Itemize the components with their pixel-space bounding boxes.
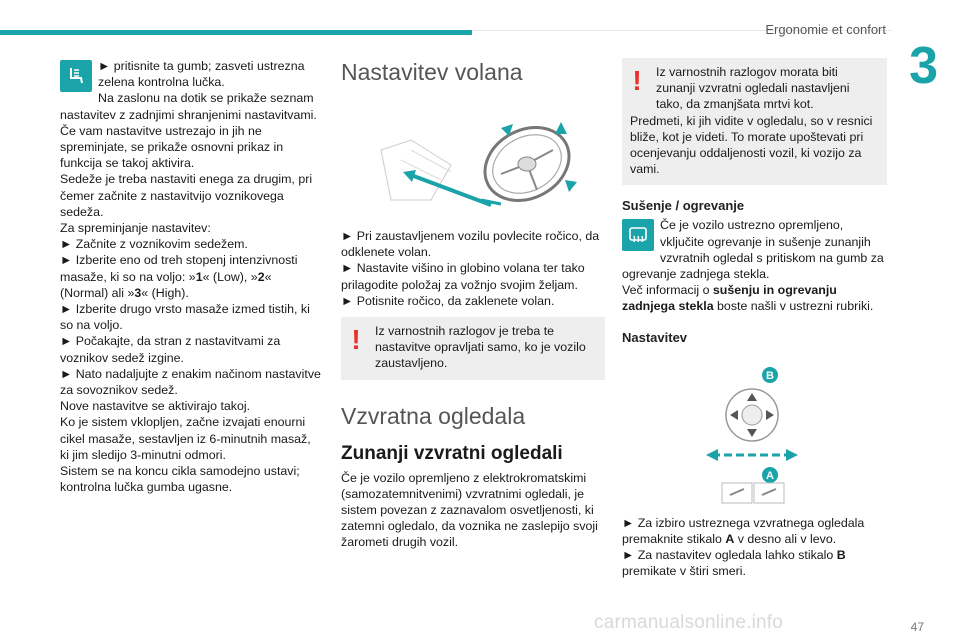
text-line: Na zaslonu na dotik se prikaže seznam nastavitev z zadnjimi shranjenimi nastavitvami.	[60, 91, 317, 122]
massage-intro: ► pritisnite ta gumb; zasveti ustrezna zelena kontrolna lučka.	[98, 59, 305, 90]
text-line: Ko je sistem vklopljen, začne izvajati enourni cikel masaže, sestavljen iz 6-minutnih masaž, ki jim sledijo 3-minutni odmori.	[60, 415, 311, 462]
heading-exterior-mirrors: Zunanji vzvratni ogledali	[341, 442, 563, 464]
text-line: ► Izberite drugo vrsto masaže izmed tistih, ki so na voljo.	[60, 302, 310, 333]
mirror-step-b	[622, 547, 887, 579]
massage-seat-icon	[60, 60, 92, 92]
steering-adjustment-illustration	[341, 120, 601, 220]
footer-watermark: carmanualsonline.info	[594, 612, 784, 633]
column-2	[341, 58, 605, 551]
text-line: ► Nato nadaljujte z enakim načinom nastavitve za sovoznikov sedež.	[60, 366, 321, 398]
chapter-number: 3	[909, 37, 938, 95]
warning-icon: !	[351, 324, 361, 356]
text-line: Sedeže je treba nastaviti enega za drugim, pri čemer začnite z nastavitvijo voznikovega sedeža.	[60, 172, 313, 219]
page-number: 47	[910, 620, 924, 634]
step-a-label: A	[725, 531, 735, 546]
text-line: Če vam nastavitve ustrezajo in jih ne spreminjate, se prikaže osnovni prikaz in funkcija se takoj aktivira.	[60, 123, 284, 171]
step-b-post: premikate v štiri smeri.	[622, 564, 746, 579]
more-info-post: boste našli v ustrezni rubriki.	[713, 299, 874, 314]
text-line: Sistem se na koncu cikla samodejno ustavi; kontrolna lučka gumba ugasne.	[60, 464, 300, 495]
mirror-control-illustration	[622, 355, 887, 505]
rear-defrost-icon	[622, 219, 654, 251]
more-info-pre: Več informacij o	[622, 283, 713, 298]
section-title: Ergonomie et confort	[765, 22, 886, 37]
step-a-post: v desno ali v levo.	[734, 531, 837, 546]
massage-levels-line: ► Izberite eno od treh stopenj intenzivnosti masaže, ki so na voljo: »1« (Low), »2« (Normal) ali »3« (High).	[60, 253, 298, 300]
warning-text: Predmeti, ki jih vidite v ogledalu, so v resnici bliže, kot je videti. To morate upoštevati pri ocenjevanju oddaljenosti vozil, ki vozijo za vami.	[630, 113, 873, 177]
warning-box-mirrors	[622, 58, 887, 185]
warning-box-steering	[341, 317, 605, 380]
level-2-name: Normal	[64, 285, 105, 300]
heading-setting: Nastavitev	[622, 329, 688, 345]
text-line: ► Začnite z voznikovim sedežem.	[60, 237, 248, 252]
warning-icon: !	[632, 65, 642, 96]
mirrors-body: Če je vozilo opremljeno z elektrokromatskimi (samozatemnitvenimi) vzvratnimi ogledali, je sistem povezan z zaznavalom osvetljenosti, ki zatemni ogledalo, da voznika ne zaslepijo svoji žarometi drugih vozil.	[341, 470, 598, 550]
more-info-bold: sušenju in ogrevanju zadnjega stekla	[622, 283, 837, 314]
heading-mirrors: Vzvratna ogledala	[341, 402, 526, 429]
heading-steering: Nastavitev volana	[341, 59, 523, 85]
level-3: 3	[134, 285, 142, 300]
steering-step: ► Pri zaustavljenem vozilu povlecite ročico, da odklenete volan.	[341, 229, 600, 260]
warning-text: Iz varnostnih razlogov je treba te nastavitve opravljati samo, ko je vozilo zaustavljeno.	[375, 324, 586, 371]
massage-levels-intro: ► Izberite eno od treh stopenj intenzivnosti masaže, ki so na voljo:	[60, 253, 298, 284]
warning-text: Iz varnostnih razlogov morata biti zunanji vzvratni ogledali nastavljeni tako, da zmanjšata mrtvi kot.	[656, 65, 850, 112]
level-2: 2	[257, 269, 265, 284]
mirror-step-a	[622, 515, 887, 547]
header-accent-bar	[0, 30, 472, 35]
level-1-name: Low	[217, 269, 240, 284]
text-line: ► Počakajte, da stran z nastavitvami za voznikov sedež izgine.	[60, 334, 281, 365]
text-line: Za spreminjanje nastavitev:	[60, 221, 211, 236]
steering-step: ► Potisnite ročico, da zaklenete volan.	[341, 293, 555, 308]
column-1	[60, 58, 322, 495]
defrost-text: Če je vozilo ustrezno opremljeno, vključite ogrevanje in sušenje zunanjih vzvratnih ogledal s pritiskom na gumb za ogrevanje zadnjega stekla.	[622, 218, 884, 282]
step-b-pre: ► Za nastavitev ogledala lahko stikalo	[622, 548, 837, 563]
heading-defrost: Sušenje / ogrevanje	[622, 198, 745, 214]
step-a-pre: ► Za izbiro ustreznega vzvratnega ogledala premaknite stikalo	[622, 515, 865, 546]
more-info	[622, 282, 887, 314]
steering-step: ► Nastavite višino in globino volana ter tako prilagodite položaj za vožnjo svojim željam.	[341, 261, 585, 292]
step-b-label: B	[836, 548, 846, 563]
level-1: 1	[195, 269, 203, 284]
text-line: Nove nastavitve se aktivirajo takoj.	[60, 399, 251, 414]
column-3	[622, 58, 887, 579]
label-b: B	[766, 369, 774, 382]
level-3-name: High	[155, 285, 182, 300]
label-a: A	[766, 469, 774, 482]
